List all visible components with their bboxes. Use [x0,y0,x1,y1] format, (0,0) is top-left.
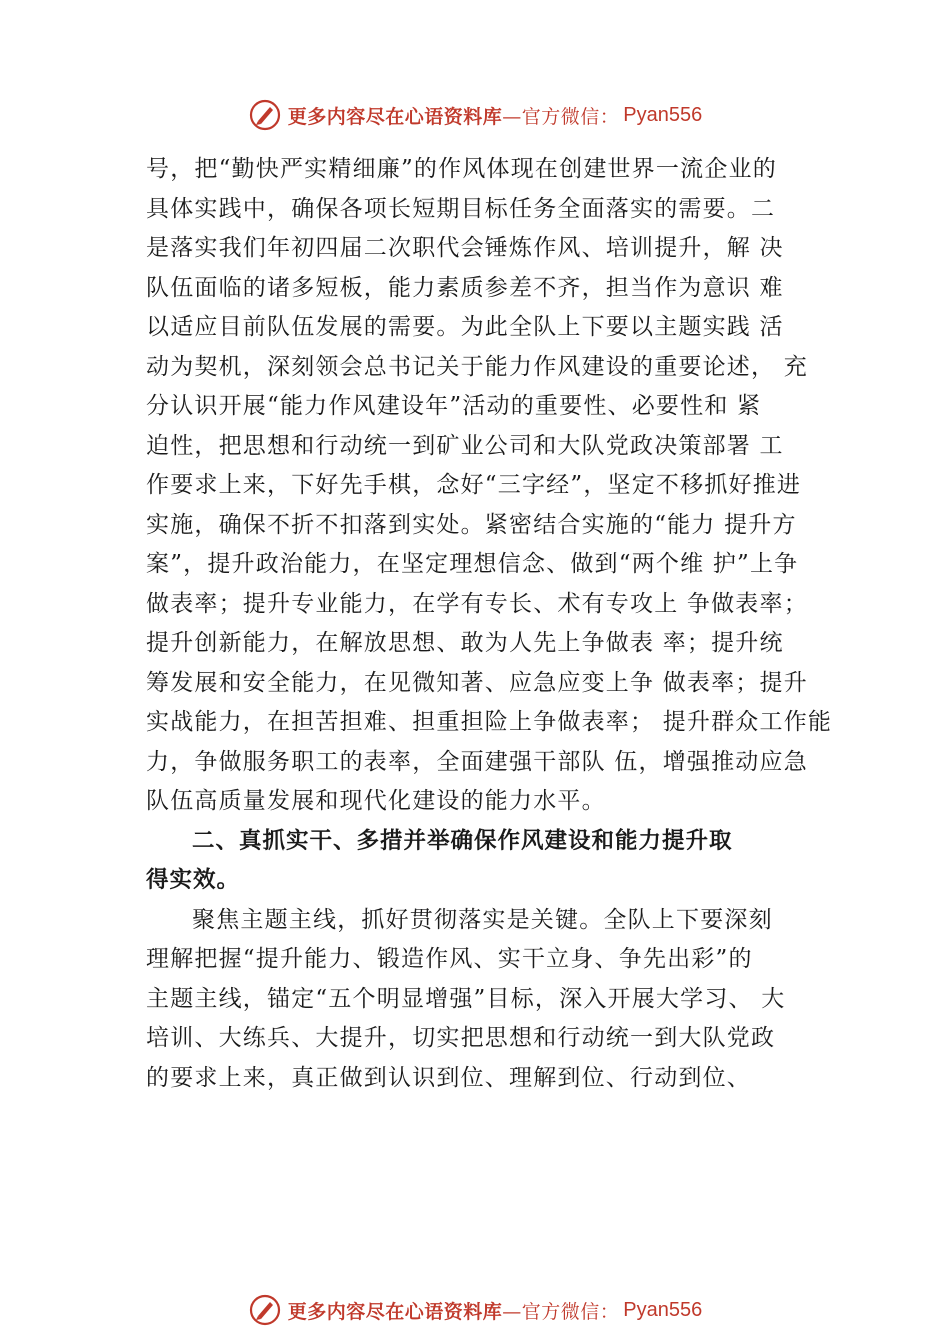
banner-wechat-id: Pyan556 [623,1298,703,1321]
body-line: 力，争做服务职工的表率，全面建强干部队 伍，增强推动应急 [146,748,808,775]
pen-logo-icon [248,1293,282,1327]
banner-wechat-id: Pyan556 [623,103,703,126]
body-line: 培训、大练兵、大提升，切实把思想和行动统一到大队党政 [146,1025,776,1051]
footer-banner [0,1290,950,1330]
body-line: 的要求上来，真正做到认识到位、理解到位、行动到位、 [146,1064,751,1091]
body-line: 理解把握“提升能力、锻造作风、实干立身、争先出彩”的 [146,946,753,972]
body-line: 做表率；提升专业能力，在学有专长、术有专攻上 争做表率； [146,590,808,617]
body-line: 队伍面临的诸多短板，能力素质参差不齐，担当作为意识 难 [146,274,784,301]
document-body [146,150,836,1098]
body-line: 具体实践中，确保各项长短期目标任务全面落实的需要。二 [146,195,776,222]
body-line: 聚焦主题主线，抓好贯彻落实是关键。全队上下要深刻 [192,906,773,933]
body-line: 是落实我们年初四届二次职代会锤炼作风、培训提升，解 决 [146,235,784,261]
header-banner [0,95,950,135]
banner-suffix: —官方微信： [502,1300,620,1323]
body-line: 主题主线，锚定“五个明显增强”目标，深入开展大学习、 大 [146,985,786,1012]
body-line: 作要求上来，下好先手棋，念好“三字经”，坚定不移抓好推进 [146,472,802,498]
banner-brand: 更多内容尽在心语资料库 [287,105,503,128]
banner-suffix: —官方微信： [502,105,620,128]
body-line: 号，把“勤快严实精细廉”的作风体现在创建世界一流企业的 [146,156,777,182]
body-line: 提升创新能力，在解放思想、敢为人先上争做表 率；提升统 [146,630,784,656]
body-line: 案”，提升政治能力，在坚定理想信念、做到“两个维 护”上争 [146,551,799,577]
body-line: 分认识开展“能力作风建设年”活动的重要性、必要性和 紧 [146,393,762,419]
pen-logo-icon [248,98,282,132]
body-line: 迫性，把思想和行动统一到矿业公司和大队党政决策部署 工 [146,432,784,459]
section-heading: 二、真抓实干、多措并举确保作风建设和能力提升取 [192,827,733,854]
body-line: 以适应目前队伍发展的需要。为此全队上下要以主题实践 活 [146,314,784,340]
body-line: 队伍高质量发展和现代化建设的能力水平。 [146,788,606,814]
banner-brand: 更多内容尽在心语资料库 [287,1300,503,1323]
body-line: 动为契机，深刻领会总书记关于能力作风建设的重要论述， 充 [146,353,808,380]
body-line: 筹发展和安全能力，在见微知著、应急应变上争 做表率；提升 [146,669,808,696]
body-line: 实施，确保不折不扣落到实处。紧密结合实施的“能力 提升方 [146,511,797,538]
section-heading-continued: 得实效。 [146,867,241,893]
body-line: 实战能力，在担苦担难、担重担险上争做表率； 提升群众工作能 [146,709,833,735]
